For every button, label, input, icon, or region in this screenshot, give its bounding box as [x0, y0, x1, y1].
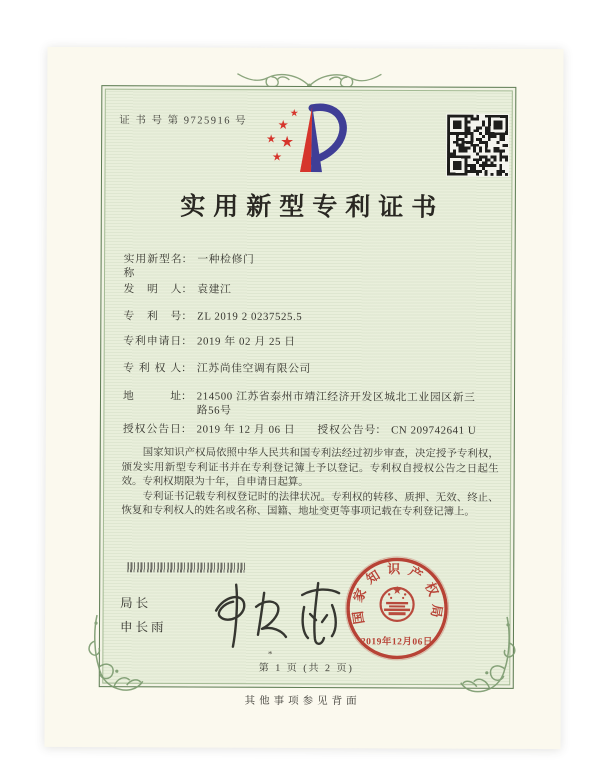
- field-value: 江苏尚佳空调有限公司: [196, 362, 311, 376]
- field-label: 专利申请日: [123, 335, 182, 348]
- field-colon: ：: [181, 283, 193, 296]
- field-row-patentee: [123, 361, 311, 376]
- field-value: 一种检修门: [197, 253, 255, 266]
- field-colon: ：: [375, 424, 387, 437]
- field-row-address: [123, 389, 479, 419]
- field-colon: ：: [181, 362, 192, 375]
- field-row-grant: [123, 422, 477, 438]
- field-colon: ：: [180, 423, 192, 436]
- seal-date: 2019年12月06日: [360, 637, 433, 648]
- barcode: [127, 562, 246, 573]
- commissioner-title: 局长: [120, 596, 152, 611]
- field-colon: ：: [181, 253, 193, 266]
- certificate-title: 实用新型专利证书: [180, 193, 445, 222]
- field-label: 授权公告日: [122, 423, 181, 436]
- commissioner-name: 申长雨: [119, 620, 167, 635]
- page-number: 第 1 页 (共 2 页): [258, 662, 354, 675]
- field-row-name: [124, 252, 255, 281]
- footnote-mark: *: [267, 648, 273, 659]
- seal-text: 国家知识产权局: [349, 561, 446, 626]
- back-note: 其他事项参见背面: [244, 695, 361, 708]
- national-emblem-icon: [381, 586, 414, 621]
- field-value: ZL 2019 2 0237525.5: [197, 310, 303, 323]
- official-seal: [341, 552, 453, 664]
- field-value: 2019 年 12 月 06 日: [196, 423, 296, 436]
- legal-paragraph: 专利证书记载专利权登记时的法律状况。专利权的转移、质押、无效、终止、恢复和专利权人的姓名或名称、国籍、地址变更等事项记载在专利登记簿上。: [121, 491, 499, 519]
- legal-text: [121, 446, 498, 521]
- field-label: 发明人: [123, 283, 182, 296]
- field-row-patent-no: [123, 309, 302, 324]
- field-label: 授权公告号: [317, 424, 376, 437]
- cnipa-logo-icon: [254, 100, 358, 176]
- signature-icon: [198, 573, 348, 654]
- field-label: 专利号: [123, 310, 182, 323]
- field-colon: ：: [181, 335, 193, 348]
- legal-paragraph: 国家知识产权局依照中华人民共和国专利法经过初步审查，决定授予专利权，颁发实用新型专利证书并在专利登记簿上予以登记。专利权自授权公告之日起生效。专利权期限为十年，自申请日起算。: [121, 447, 499, 489]
- qr-code: [446, 114, 509, 177]
- field-label: 地址: [122, 390, 182, 403]
- field-label: 实用新型名称: [123, 253, 182, 280]
- field-value: 袁建江: [197, 283, 232, 296]
- grant-number: [317, 423, 476, 438]
- field-label: 专利权人: [123, 362, 182, 375]
- certificate-border-frame: [99, 85, 517, 689]
- certificate-number: 证 书 号 第 9725916 号: [119, 115, 248, 127]
- field-row-inventor: [123, 282, 231, 296]
- field-colon: ：: [180, 390, 192, 403]
- field-value: CN 209742641 U: [391, 424, 477, 437]
- field-value: 2019 年 02 月 25 日: [197, 335, 296, 348]
- certificate-page: [44, 47, 563, 749]
- field-row-filing-date: [123, 334, 296, 349]
- field-colon: ：: [181, 310, 193, 323]
- grant-date: [123, 422, 296, 437]
- field-value: 214500 江苏省泰州市靖江经济开发区城北工业园区新三路56号: [196, 390, 476, 417]
